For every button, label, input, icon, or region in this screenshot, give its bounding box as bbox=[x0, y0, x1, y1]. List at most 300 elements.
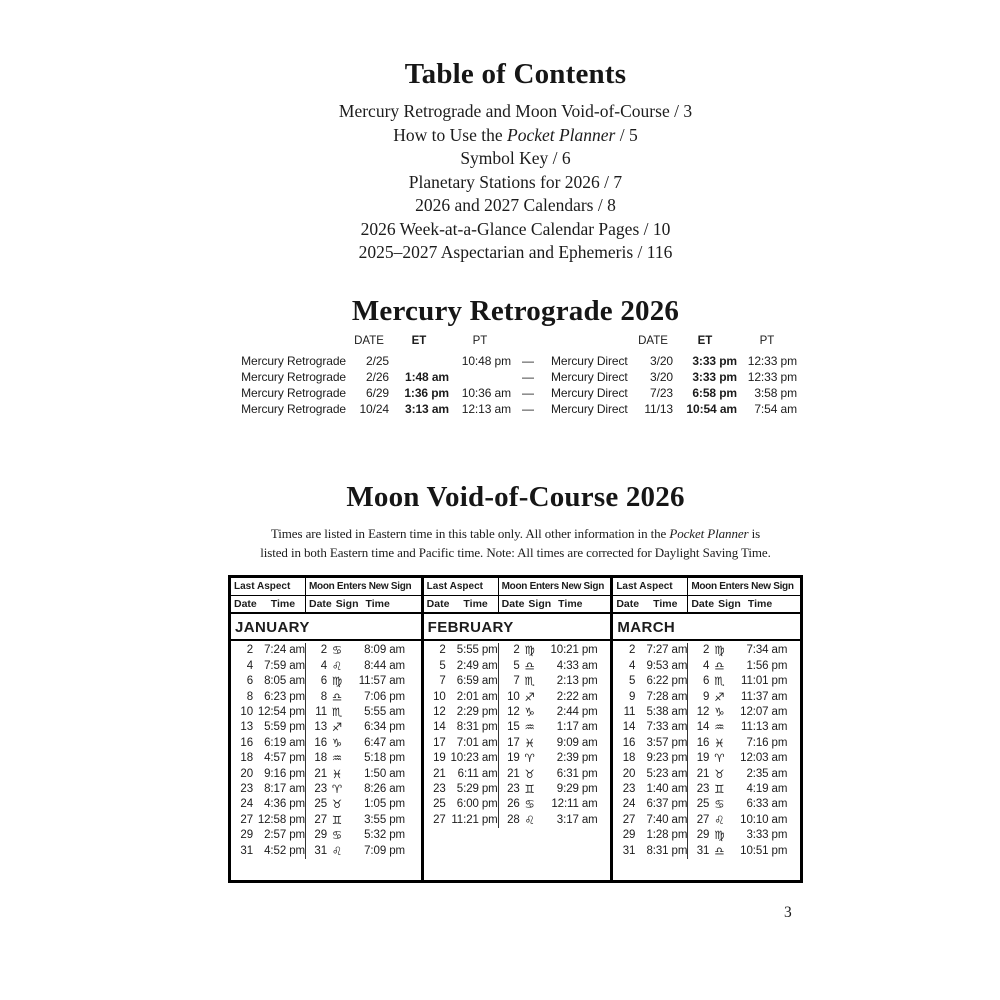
month-name: FEBRUARY bbox=[424, 614, 611, 641]
moon-enter-date: 27 bbox=[687, 813, 709, 828]
last-aspect-time: 5:29 pm bbox=[456, 782, 498, 795]
voc-row bbox=[613, 736, 800, 751]
moon-enter-time: 8:26 am bbox=[364, 782, 405, 795]
retrograde-et: 1:48 am bbox=[405, 369, 449, 384]
voc-header-row-2 bbox=[231, 596, 421, 614]
voc-row bbox=[424, 674, 611, 689]
last-aspect-time: 7:59 am bbox=[264, 659, 305, 672]
last-aspect-time: 8:05 am bbox=[264, 675, 305, 688]
last-aspect-date: 29 bbox=[622, 829, 636, 842]
zodiac-sign-icon: ♊ bbox=[331, 812, 343, 827]
last-aspect-time: 1:40 am bbox=[646, 782, 688, 795]
voc-month-section-february bbox=[421, 578, 611, 880]
zodiac-sign-icon: ♍ bbox=[714, 828, 725, 843]
last-aspect-time: 7:28 am bbox=[646, 690, 688, 703]
moon-enter-time: 10:21 pm bbox=[550, 644, 598, 657]
toc-item bbox=[228, 194, 803, 218]
voc-row bbox=[613, 674, 800, 689]
moon-enter-date: 29 bbox=[305, 828, 327, 843]
last-aspect-time: 7:40 am bbox=[646, 813, 688, 826]
time-label: Time bbox=[463, 598, 488, 611]
moon-enter-date: 8 bbox=[305, 690, 327, 705]
voc-row bbox=[424, 782, 611, 797]
voc-row bbox=[424, 643, 611, 658]
et-header: ET bbox=[697, 334, 713, 347]
moon-enter-time: 1:17 am bbox=[556, 721, 598, 734]
zodiac-sign-icon: ♐ bbox=[331, 720, 343, 735]
voc-row bbox=[231, 643, 421, 658]
voc-row bbox=[613, 767, 800, 782]
last-aspect-date: 21 bbox=[433, 767, 446, 780]
direct-et: 3:33 pm bbox=[692, 353, 737, 368]
last-aspect-date: 24 bbox=[622, 798, 636, 811]
mercury-row bbox=[234, 385, 797, 401]
moon-enter-time: 2:39 pm bbox=[556, 752, 598, 765]
last-aspect-time: 6:37 pm bbox=[646, 798, 688, 811]
zodiac-sign-icon: ♌ bbox=[331, 658, 343, 673]
last-aspect-date: 2 bbox=[246, 644, 253, 657]
zodiac-sign-icon: ♋ bbox=[331, 828, 343, 843]
date-sign-time-header bbox=[687, 596, 800, 612]
date-header: DATE bbox=[638, 334, 668, 347]
moon-enter-date: 27 bbox=[305, 813, 327, 828]
voc-row bbox=[613, 720, 800, 735]
note-line: listed in both Eastern time and Pacific time. Note: All times are corrected for Daylight Saving Time. bbox=[260, 544, 771, 560]
retrograde-label: Mercury Retrograde bbox=[241, 353, 346, 368]
voc-month-section-march bbox=[610, 578, 800, 880]
time-label: Time bbox=[653, 598, 678, 611]
moon-enter-date: 17 bbox=[498, 736, 520, 751]
zodiac-sign-icon: ♌ bbox=[714, 812, 725, 827]
last-aspect-date: 31 bbox=[622, 844, 636, 857]
voc-rows bbox=[231, 641, 421, 859]
last-aspect-header: Last Aspect bbox=[616, 581, 673, 593]
voc-row bbox=[613, 643, 800, 658]
dash-separator: — bbox=[522, 369, 534, 384]
mercury-table-header bbox=[234, 334, 797, 349]
last-aspect-date: 25 bbox=[433, 798, 446, 811]
direct-label: Mercury Direct bbox=[551, 402, 628, 417]
last-aspect-date: 5 bbox=[439, 659, 446, 672]
moon-enter-time: 10:10 am bbox=[740, 813, 788, 826]
last-aspect-date: 27 bbox=[240, 813, 253, 826]
zodiac-sign-icon: ♏ bbox=[331, 704, 343, 719]
moon-enter-date: 2 bbox=[687, 643, 709, 658]
last-aspect-time: 11:21 pm bbox=[451, 813, 498, 826]
dash-separator: — bbox=[522, 402, 534, 417]
voc-row bbox=[613, 828, 800, 843]
zodiac-sign-icon: ♍ bbox=[331, 674, 343, 689]
moon-enter-time: 6:47 am bbox=[364, 736, 405, 749]
last-aspect-date: 10 bbox=[433, 690, 446, 703]
moon-voc-table bbox=[228, 575, 803, 883]
moon-enter-time: 4:33 am bbox=[556, 659, 598, 672]
last-aspect-header: Last Aspect bbox=[426, 581, 483, 593]
voc-header-row-2 bbox=[613, 596, 800, 614]
voc-header-row-1 bbox=[424, 578, 611, 596]
moon-enter-date: 12 bbox=[687, 705, 709, 720]
zodiac-sign-icon: ♌ bbox=[331, 843, 343, 858]
zodiac-sign-icon: ♊ bbox=[714, 781, 725, 796]
direct-et: 10:54 am bbox=[686, 402, 737, 417]
retrograde-label: Mercury Retrograde bbox=[241, 402, 346, 417]
moon-enter-time: 11:57 am bbox=[358, 675, 405, 688]
month-name: MARCH bbox=[613, 614, 800, 641]
note-text: is bbox=[748, 526, 761, 542]
last-aspect-time: 12:58 pm bbox=[257, 813, 305, 826]
last-aspect-date: 29 bbox=[240, 829, 253, 842]
last-aspect-date: 14 bbox=[622, 721, 636, 734]
last-aspect-time: 2:49 am bbox=[456, 659, 498, 672]
mercury-row bbox=[234, 353, 797, 369]
last-aspect-time: 8:31 pm bbox=[456, 721, 498, 734]
retrograde-label: Mercury Retrograde bbox=[241, 369, 346, 384]
voc-row bbox=[613, 690, 800, 705]
moon-enter-date: 11 bbox=[305, 705, 327, 720]
last-aspect-time: 6:00 pm bbox=[456, 798, 498, 811]
moon-enter-date: 28 bbox=[498, 813, 520, 828]
direct-pt: 12:33 pm bbox=[747, 353, 797, 368]
voc-header-row-2 bbox=[424, 596, 611, 614]
mercury-retrograde-table bbox=[234, 334, 797, 418]
voc-row bbox=[231, 844, 421, 859]
zodiac-sign-icon: ♑ bbox=[714, 704, 725, 719]
date-label: Date bbox=[616, 598, 640, 611]
moon-enter-date: 4 bbox=[687, 659, 709, 674]
moon-enter-time: 1:50 am bbox=[364, 767, 405, 780]
last-aspect-time: 12:54 pm bbox=[257, 705, 305, 718]
last-aspect-time: 8:17 am bbox=[264, 782, 305, 795]
last-aspect-date: 23 bbox=[240, 782, 253, 795]
voc-row bbox=[424, 705, 611, 720]
date-header: DATE bbox=[354, 334, 384, 347]
last-aspect-time: 4:36 pm bbox=[264, 798, 305, 811]
time-label: Time bbox=[365, 598, 390, 611]
zodiac-sign-icon: ♒ bbox=[331, 751, 343, 766]
last-aspect-time: 6:22 pm bbox=[646, 675, 688, 688]
moon-enter-date: 16 bbox=[687, 736, 709, 751]
time-label: Time bbox=[558, 598, 583, 611]
moon-enters-header: Moon Enters New Sign bbox=[687, 578, 800, 595]
moon-enter-time: 3:55 pm bbox=[364, 813, 405, 826]
voc-row bbox=[231, 705, 421, 720]
moon-enter-date: 7 bbox=[498, 674, 520, 689]
toc-item-text: Symbol Key / 6 bbox=[460, 148, 571, 168]
et-header: ET bbox=[411, 334, 427, 347]
retrograde-pt: 10:36 am bbox=[461, 385, 511, 400]
toc-item bbox=[228, 147, 803, 171]
zodiac-sign-icon: ♍ bbox=[524, 643, 535, 658]
moon-enter-date: 4 bbox=[305, 659, 327, 674]
voc-row bbox=[231, 751, 421, 766]
zodiac-sign-icon: ♍ bbox=[714, 643, 725, 658]
moon-enter-date: 19 bbox=[687, 751, 709, 766]
direct-date: 3/20 bbox=[650, 353, 673, 368]
moon-enter-date: 26 bbox=[498, 797, 520, 812]
zodiac-sign-icon: ♑ bbox=[524, 704, 535, 719]
retrograde-date: 6/29 bbox=[366, 385, 389, 400]
retrograde-et: 1:36 pm bbox=[404, 385, 449, 400]
last-aspect-date: 24 bbox=[240, 798, 253, 811]
moon-enter-date: 31 bbox=[305, 844, 327, 859]
moon-enter-time: 11:01 pm bbox=[741, 675, 788, 688]
retrograde-date: 2/26 bbox=[366, 369, 389, 384]
moon-enters-header: Moon Enters New Sign bbox=[305, 578, 421, 595]
last-aspect-date: 10 bbox=[240, 705, 253, 718]
zodiac-sign-icon: ♈ bbox=[524, 751, 535, 766]
voc-row bbox=[613, 813, 800, 828]
toc-item-text: Mercury Retrograde and Moon Void-of-Course / 3 bbox=[338, 101, 693, 121]
zodiac-sign-icon: ♈ bbox=[714, 751, 725, 766]
zodiac-sign-icon: ♓ bbox=[331, 766, 343, 781]
zodiac-sign-icon: ♉ bbox=[714, 766, 725, 781]
moon-enter-time: 12:03 am bbox=[740, 752, 788, 765]
voc-row bbox=[231, 767, 421, 782]
date-label: Date bbox=[501, 598, 525, 611]
moon-voc-note bbox=[228, 525, 803, 562]
last-aspect-date: 16 bbox=[240, 736, 253, 749]
retrograde-date: 10/24 bbox=[359, 402, 389, 417]
last-aspect-time: 3:57 pm bbox=[646, 736, 688, 749]
voc-row bbox=[231, 736, 421, 751]
zodiac-sign-icon: ♐ bbox=[714, 689, 725, 704]
voc-header-row-1 bbox=[613, 578, 800, 596]
spacer bbox=[234, 334, 349, 349]
voc-row bbox=[613, 782, 800, 797]
toc-item bbox=[228, 100, 803, 124]
moon-enter-time: 7:09 pm bbox=[364, 844, 405, 857]
last-aspect-date: 2 bbox=[629, 644, 636, 657]
direct-label: Mercury Direct bbox=[551, 369, 628, 384]
mercury-retrograde-title: Mercury Retrograde 2026 bbox=[351, 294, 680, 327]
moon-enter-time: 6:33 am bbox=[746, 798, 788, 811]
moon-enter-time: 5:32 pm bbox=[364, 829, 405, 842]
moon-enter-date: 5 bbox=[498, 659, 520, 674]
moon-enter-time: 5:55 am bbox=[364, 705, 405, 718]
last-aspect-date: 11 bbox=[623, 705, 636, 718]
voc-row bbox=[424, 659, 611, 674]
voc-row bbox=[231, 720, 421, 735]
last-aspect-time: 2:57 pm bbox=[264, 829, 305, 842]
toc-item-text: Planetary Stations for 2026 / 7 bbox=[408, 171, 623, 192]
date-label: Date bbox=[691, 598, 715, 611]
zodiac-sign-icon: ♏ bbox=[714, 674, 725, 689]
pt-header: PT bbox=[472, 334, 488, 347]
retrograde-et bbox=[389, 353, 449, 369]
last-aspect-time: 4:52 pm bbox=[264, 844, 305, 857]
last-aspect-date: 4 bbox=[246, 659, 253, 672]
moon-enter-date: 2 bbox=[305, 643, 327, 658]
moon-enter-date: 6 bbox=[687, 674, 709, 689]
last-aspect-time: 6:19 am bbox=[264, 736, 305, 749]
last-aspect-date: 31 bbox=[240, 844, 253, 857]
zodiac-sign-icon: ♋ bbox=[714, 797, 725, 812]
moon-enter-time: 1:56 pm bbox=[746, 659, 788, 672]
moon-enter-time: 5:18 pm bbox=[364, 752, 405, 765]
moon-enter-time: 9:09 am bbox=[556, 736, 598, 749]
moon-enter-time: 1:05 pm bbox=[364, 798, 405, 811]
voc-row bbox=[231, 828, 421, 843]
zodiac-sign-icon: ♎ bbox=[524, 658, 535, 673]
spacer bbox=[545, 334, 633, 349]
mercury-row bbox=[234, 401, 797, 417]
moon-enter-date: 23 bbox=[305, 782, 327, 797]
last-aspect-date: 2 bbox=[439, 644, 446, 657]
moon-enter-date: 18 bbox=[305, 751, 327, 766]
moon-enter-time: 4:19 am bbox=[746, 782, 788, 795]
last-aspect-date: 8 bbox=[246, 690, 253, 703]
last-aspect-date: 23 bbox=[622, 782, 636, 795]
last-aspect-time: 10:23 am bbox=[450, 752, 498, 765]
moon-enter-time: 11:37 am bbox=[741, 690, 788, 703]
toc-item-italic: Pocket Planner bbox=[507, 124, 616, 145]
zodiac-sign-icon: ♐ bbox=[524, 689, 535, 704]
voc-row bbox=[424, 720, 611, 735]
zodiac-sign-icon: ♌ bbox=[524, 812, 535, 827]
moon-enter-date: 12 bbox=[498, 705, 520, 720]
zodiac-sign-icon: ♎ bbox=[714, 843, 725, 858]
voc-row bbox=[231, 813, 421, 828]
table-of-contents bbox=[228, 100, 803, 265]
mercury-rows bbox=[234, 353, 797, 418]
voc-row bbox=[424, 751, 611, 766]
last-aspect-time: 7:27 am bbox=[646, 644, 688, 657]
moon-enters-header: Moon Enters New Sign bbox=[498, 578, 611, 595]
moon-enter-date: 23 bbox=[687, 782, 709, 797]
zodiac-sign-icon: ♒ bbox=[524, 720, 535, 735]
moon-enter-time: 12:11 am bbox=[551, 798, 598, 811]
direct-date: 3/20 bbox=[650, 369, 673, 384]
note-line bbox=[228, 525, 803, 544]
direct-et: 6:58 pm bbox=[692, 385, 737, 400]
date-time-header bbox=[613, 596, 687, 612]
zodiac-sign-icon: ♊ bbox=[524, 781, 535, 796]
date-label: Date bbox=[234, 598, 257, 611]
moon-enter-time: 3:33 pm bbox=[746, 829, 788, 842]
voc-row bbox=[424, 690, 611, 705]
last-aspect-time: 2:01 am bbox=[456, 690, 498, 703]
zodiac-sign-icon: ♓ bbox=[524, 735, 535, 750]
voc-month-section-january bbox=[231, 578, 421, 880]
voc-row bbox=[613, 659, 800, 674]
last-aspect-time: 6:59 am bbox=[456, 675, 498, 688]
toc-item-text: How to Use the bbox=[393, 124, 507, 145]
page-number: 3 bbox=[784, 904, 792, 921]
moon-enter-date: 21 bbox=[305, 767, 327, 782]
last-aspect-date: 9 bbox=[629, 690, 636, 703]
month-name: JANUARY bbox=[231, 614, 421, 641]
date-label: Date bbox=[426, 598, 450, 611]
sign-label: Sign bbox=[718, 598, 741, 611]
date-sign-time-header bbox=[498, 596, 611, 612]
moon-enter-date: 29 bbox=[687, 828, 709, 843]
moon-enter-date: 9 bbox=[687, 690, 709, 705]
moon-enter-date: 21 bbox=[687, 767, 709, 782]
zodiac-sign-icon: ♋ bbox=[331, 643, 343, 658]
direct-pt: 7:54 am bbox=[754, 402, 797, 417]
note-italic: Pocket Planner bbox=[669, 526, 749, 542]
moon-enter-date: 21 bbox=[498, 767, 520, 782]
last-aspect-date: 14 bbox=[433, 721, 446, 734]
last-aspect-time: 5:38 am bbox=[646, 705, 688, 718]
page-content bbox=[228, 0, 803, 883]
moon-enter-date: 25 bbox=[305, 797, 327, 812]
last-aspect-date: 19 bbox=[433, 752, 446, 765]
retrograde-pt: 10:48 pm bbox=[461, 353, 511, 368]
sign-label: Sign bbox=[335, 598, 359, 611]
moon-voc-title: Moon Void-of-Course 2026 bbox=[346, 481, 685, 514]
voc-row bbox=[424, 797, 611, 812]
zodiac-sign-icon: ♉ bbox=[524, 766, 535, 781]
last-aspect-time: 7:33 am bbox=[646, 721, 688, 734]
voc-row bbox=[424, 736, 611, 751]
last-aspect-time: 2:29 pm bbox=[456, 705, 498, 718]
sign-label: Sign bbox=[528, 598, 552, 611]
last-aspect-time: 9:23 pm bbox=[646, 752, 688, 765]
toc-item bbox=[228, 124, 803, 148]
last-aspect-time: 1:28 pm bbox=[646, 829, 688, 842]
moon-enter-time: 10:51 pm bbox=[740, 844, 788, 857]
moon-enter-date: 10 bbox=[498, 690, 520, 705]
last-aspect-date: 20 bbox=[240, 767, 253, 780]
date-label: Date bbox=[309, 598, 332, 611]
zodiac-sign-icon: ♓ bbox=[714, 735, 725, 750]
last-aspect-time: 6:11 am bbox=[457, 767, 498, 780]
last-aspect-header: Last Aspect bbox=[234, 581, 291, 593]
last-aspect-date: 27 bbox=[622, 813, 636, 826]
moon-enter-time: 12:07 am bbox=[740, 705, 788, 718]
moon-enter-date: 25 bbox=[687, 797, 709, 812]
moon-enter-date: 2 bbox=[498, 643, 520, 658]
direct-pt: 3:58 pm bbox=[754, 385, 797, 400]
moon-enter-date: 15 bbox=[498, 720, 520, 735]
last-aspect-date: 5 bbox=[629, 675, 636, 688]
last-aspect-date: 12 bbox=[433, 705, 446, 718]
moon-enter-time: 2:44 pm bbox=[556, 705, 598, 718]
toc-item bbox=[228, 241, 803, 265]
voc-row bbox=[231, 690, 421, 705]
voc-row bbox=[231, 797, 421, 812]
moon-enter-time: 2:13 pm bbox=[556, 675, 598, 688]
voc-header-row-1 bbox=[231, 578, 421, 596]
toc-item bbox=[228, 171, 803, 195]
moon-enter-time: 3:17 am bbox=[556, 813, 598, 826]
zodiac-sign-icon: ♏ bbox=[524, 674, 535, 689]
direct-label: Mercury Direct bbox=[551, 353, 628, 368]
moon-enter-time: 8:09 am bbox=[364, 644, 405, 657]
last-aspect-time: 5:59 pm bbox=[264, 721, 305, 734]
direct-date: 11/13 bbox=[644, 402, 673, 417]
last-aspect-date: 6 bbox=[246, 675, 253, 688]
direct-pt: 12:33 pm bbox=[747, 369, 797, 384]
moon-enter-time: 7:06 pm bbox=[364, 690, 405, 703]
retrograde-pt bbox=[449, 369, 511, 385]
time-label: Time bbox=[747, 598, 773, 611]
retrograde-pt: 12:13 am bbox=[461, 402, 511, 417]
zodiac-sign-icon: ♑ bbox=[331, 735, 343, 750]
last-aspect-date: 4 bbox=[629, 659, 636, 672]
moon-enter-time: 9:29 pm bbox=[556, 782, 598, 795]
mercury-row bbox=[234, 369, 797, 385]
last-aspect-date: 17 bbox=[433, 736, 446, 749]
spacer bbox=[511, 334, 545, 349]
last-aspect-date: 23 bbox=[433, 782, 446, 795]
voc-row bbox=[613, 844, 800, 859]
retrograde-date: 2/25 bbox=[366, 353, 389, 368]
last-aspect-time: 7:24 am bbox=[264, 644, 305, 657]
last-aspect-date: 27 bbox=[433, 813, 446, 826]
retrograde-et: 3:13 am bbox=[405, 402, 449, 417]
